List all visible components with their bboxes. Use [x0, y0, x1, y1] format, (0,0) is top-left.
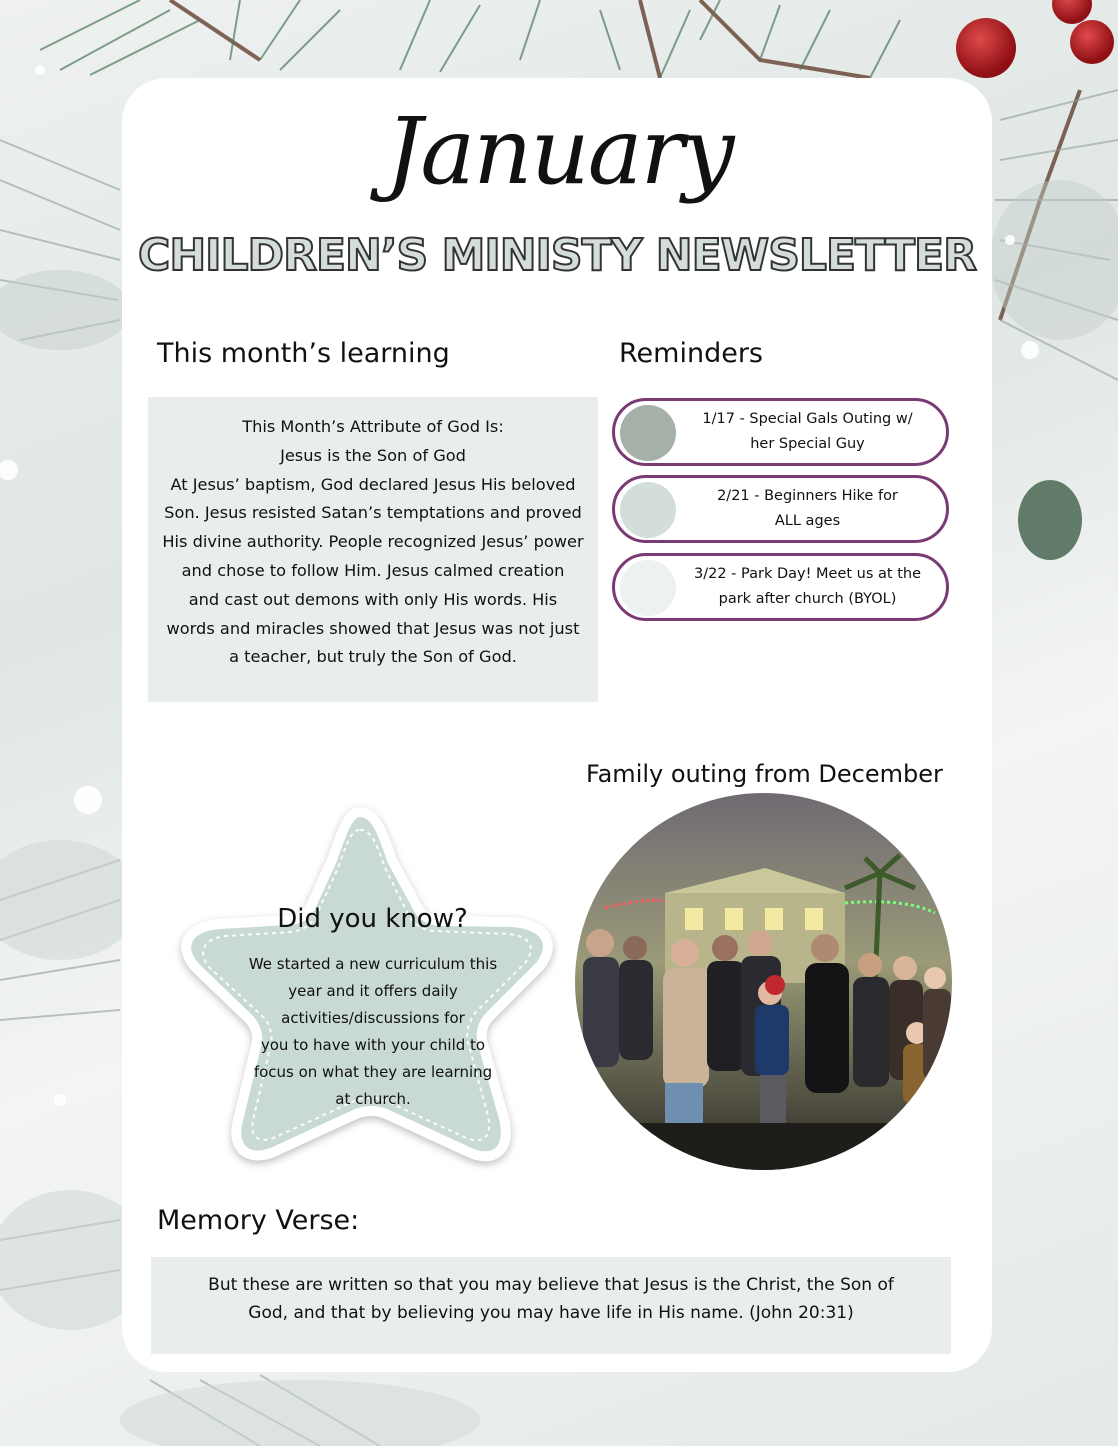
did-you-know-line: you to have with your child to [260, 1036, 486, 1054]
memory-verse-box [151, 1257, 951, 1354]
reminder-line: 2/21 - Beginners Hike for [717, 488, 898, 504]
learning-line: His divine authority. People recognized Jesus’ power [162, 532, 584, 552]
learning-line: a teacher, but truly the Son of God. [229, 647, 517, 667]
reminder-dot-icon [620, 482, 676, 538]
reminder-text [679, 484, 936, 534]
reminder-line: her Special Guy [750, 436, 865, 452]
learning-line: This Month’s Attribute of God Is: [242, 417, 504, 436]
learning-line: and cast out demons with only His words. His [188, 589, 558, 609]
memory-verse-line: But these are written so that you may believe that Jesus is the Christ, the Son of [208, 1275, 894, 1295]
reminder-text [679, 562, 936, 612]
reminder-line: ALL ages [774, 513, 841, 529]
reminder-line: 1/17 - Special Gals Outing w/ [702, 411, 913, 427]
did-you-know-line: year and it offers daily [288, 982, 458, 1000]
did-you-know-line: activities/discussions for [281, 1009, 465, 1027]
reminder-line: park after church (BYOL) [718, 591, 897, 607]
did-you-know-line: We started a new curriculum this [248, 955, 498, 973]
month-title: January [385, 98, 733, 205]
reminder-item [612, 475, 949, 543]
reminder-item [612, 398, 949, 466]
family-photo-image [575, 793, 952, 1170]
learning-line: words and miracles showed that Jesus was not just [166, 618, 580, 638]
learning-heading: This month’s learning [157, 338, 450, 369]
did-you-know-text [228, 951, 518, 1113]
learning-line: Son. Jesus resisted Satan’s temptations and proved [164, 503, 582, 523]
did-you-know-line: focus on what they are learning [253, 1063, 493, 1081]
reminder-dot-icon [620, 405, 676, 461]
learning-line: and chose to follow Him. Jesus calmed creation [181, 560, 565, 580]
newsletter-title: CHILDREN’S MINISTY NEWSLETTER [138, 230, 976, 281]
learning-line: Jesus is the Son of God [280, 445, 466, 465]
did-you-know-title: Did you know? [277, 904, 468, 934]
learning-line: At Jesus’ baptism, God declared Jesus His beloved [170, 474, 576, 494]
photo-caption: Family outing from December [586, 760, 943, 788]
memory-verse-heading: Memory Verse: [157, 1205, 360, 1236]
reminder-dot-icon [620, 560, 676, 616]
reminder-line: 3/22 - Park Day! Meet us at the [694, 566, 921, 582]
reminder-text [679, 407, 936, 457]
reminder-item [612, 553, 949, 621]
reminders-heading: Reminders [619, 338, 763, 369]
memory-verse-line: God, and that by believing you may have life in His name. (John 20:31) [248, 1303, 854, 1323]
learning-box [148, 397, 598, 702]
did-you-know-line: at church. [335, 1090, 411, 1108]
